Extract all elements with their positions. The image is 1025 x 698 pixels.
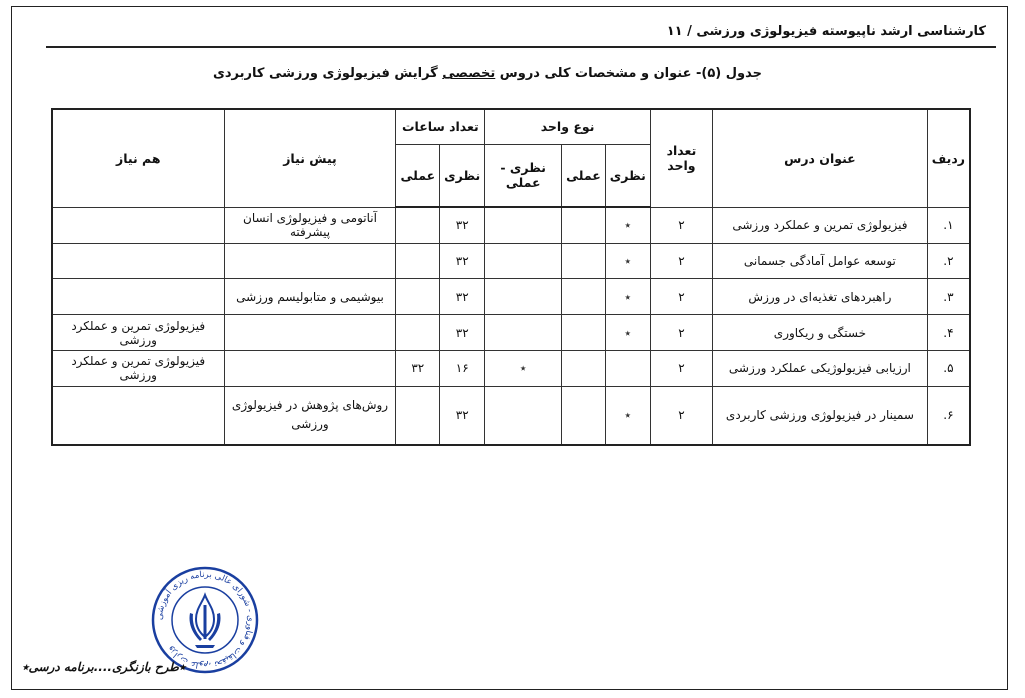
hours-theory: ۱۶ (440, 350, 485, 386)
footer-label: ٭طرح بازنگری....برنامه درسی٭ (22, 660, 186, 674)
row-no: ۳. (927, 279, 970, 315)
header-course-title: عنوان درس (713, 109, 928, 207)
course-title: سمینار در فیزیولوژی ورزشی کاربردی (713, 386, 928, 445)
emblem-icon (189, 595, 220, 648)
caption-prefix: جدول (۵)- عنوان و مشخصات کلی دروس (495, 66, 762, 81)
units-count: ۲ (650, 350, 712, 386)
header-hours-theory: نظری (440, 144, 485, 207)
course-title: راهبردهای تغذیه‌ای در ورزش (713, 279, 928, 315)
row-no: ۶. (927, 386, 970, 445)
prerequisite: بیوشیمی و متابولیسم ورزشی (224, 279, 396, 315)
caption-underlined: تخصصی (442, 66, 496, 81)
type-theory-mark: ٭ (605, 386, 650, 445)
hours-practical: ۳۲ (396, 350, 440, 386)
type-theory-mark (605, 350, 650, 386)
hours-theory: ۳۲ (440, 386, 485, 445)
header-row-no: ردیف (927, 109, 970, 207)
units-count: ۲ (650, 207, 712, 243)
corequisite (52, 243, 224, 278)
units-count: ۲ (650, 386, 712, 445)
row-no: ۲. (927, 243, 970, 278)
units-count: ۲ (650, 243, 712, 278)
type-theory-practical-mark (485, 207, 562, 243)
hours-practical (396, 207, 440, 243)
row-no: ۴. (927, 315, 970, 350)
row-no: ۵. (927, 350, 970, 386)
type-theory-practical-mark (485, 243, 562, 278)
hours-theory: ۳۲ (440, 315, 485, 350)
header-hours-practical: عملی (396, 144, 440, 207)
type-theory-mark: ٭ (605, 207, 650, 243)
hours-theory: ۳۲ (440, 207, 485, 243)
hours-practical (396, 243, 440, 278)
row-no: ۱. (927, 207, 970, 243)
seal-text-path: وزارت علوم، تحقیقات و فناوری - شورای عالی برنامه ریزی آموزشی (154, 569, 256, 671)
type-theory-practical-mark (485, 315, 562, 350)
type-practical-mark (562, 315, 606, 350)
corequisite: فیزیولوژی تمرین و عملکرد ورزشی (52, 350, 224, 386)
hours-theory: ۳۲ (440, 243, 485, 278)
course-title: فیزیولوژی تمرین و عملکرد ورزشی (713, 207, 928, 243)
type-theory-mark: ٭ (605, 315, 650, 350)
course-title: ارزیابی فیزیولوژیکی عملکرد ورزشی (713, 350, 928, 386)
course-title: توسعه عوامل آمادگی جسمانی (713, 243, 928, 278)
type-practical-mark (562, 350, 606, 386)
units-count: ۲ (650, 315, 712, 350)
caption-suffix: گرایش فیزیولوژی ورزشی کاربردی (212, 66, 443, 81)
courses-table (51, 108, 971, 446)
type-practical-mark (562, 243, 606, 278)
table-caption (50, 66, 762, 81)
header-units-count: تعداد واحد (650, 109, 712, 207)
corequisite: فیزیولوژی تمرین و عملکرد ورزشی (52, 315, 224, 350)
course-title: خستگی و ریکاوری (713, 315, 928, 350)
header-unit-type: نوع واحد (485, 109, 651, 144)
ministry-seal (150, 565, 260, 675)
header-hours: تعداد ساعات (396, 109, 485, 144)
hours-practical (396, 279, 440, 315)
table-row (52, 350, 970, 386)
prerequisite (224, 315, 396, 350)
table-row (52, 279, 970, 315)
type-practical-mark (562, 207, 606, 243)
hours-practical (396, 315, 440, 350)
prerequisite (224, 350, 396, 386)
corequisite (52, 207, 224, 243)
type-theory-practical-mark (485, 279, 562, 315)
table-row (52, 386, 970, 445)
prerequisite: آناتومی و فیزیولوژی انسان پیشرفته (224, 207, 396, 243)
type-practical-mark (562, 279, 606, 315)
hours-theory: ۳۲ (440, 279, 485, 315)
header-type-theory: نظری (605, 144, 650, 207)
hours-practical (396, 386, 440, 445)
header-corequisite: هم نیاز (52, 109, 224, 207)
type-theory-practical-mark: ٭ (485, 350, 562, 386)
type-theory-practical-mark (485, 386, 562, 445)
header-type-practical: عملی (562, 144, 606, 207)
table-row (52, 315, 970, 350)
corequisite (52, 279, 224, 315)
units-count: ۲ (650, 279, 712, 315)
type-practical-mark (562, 386, 606, 445)
header-type-theory-practical: نظری - عملی (485, 144, 562, 207)
table-row (52, 243, 970, 278)
header-prerequisite: پیش نیاز (224, 109, 396, 207)
table-row (52, 207, 970, 243)
prerequisite: روش‌های پژوهش در فیزیولوژی ورزشی (224, 386, 396, 445)
prerequisite (224, 243, 396, 278)
page-header (46, 20, 996, 48)
corequisite (52, 386, 224, 445)
type-theory-mark: ٭ (605, 279, 650, 315)
header-title: کارشناسی ارشد ناپیوسته فیزیولوژی ورزشی / ۱۱ (666, 24, 986, 39)
type-theory-mark: ٭ (605, 243, 650, 278)
